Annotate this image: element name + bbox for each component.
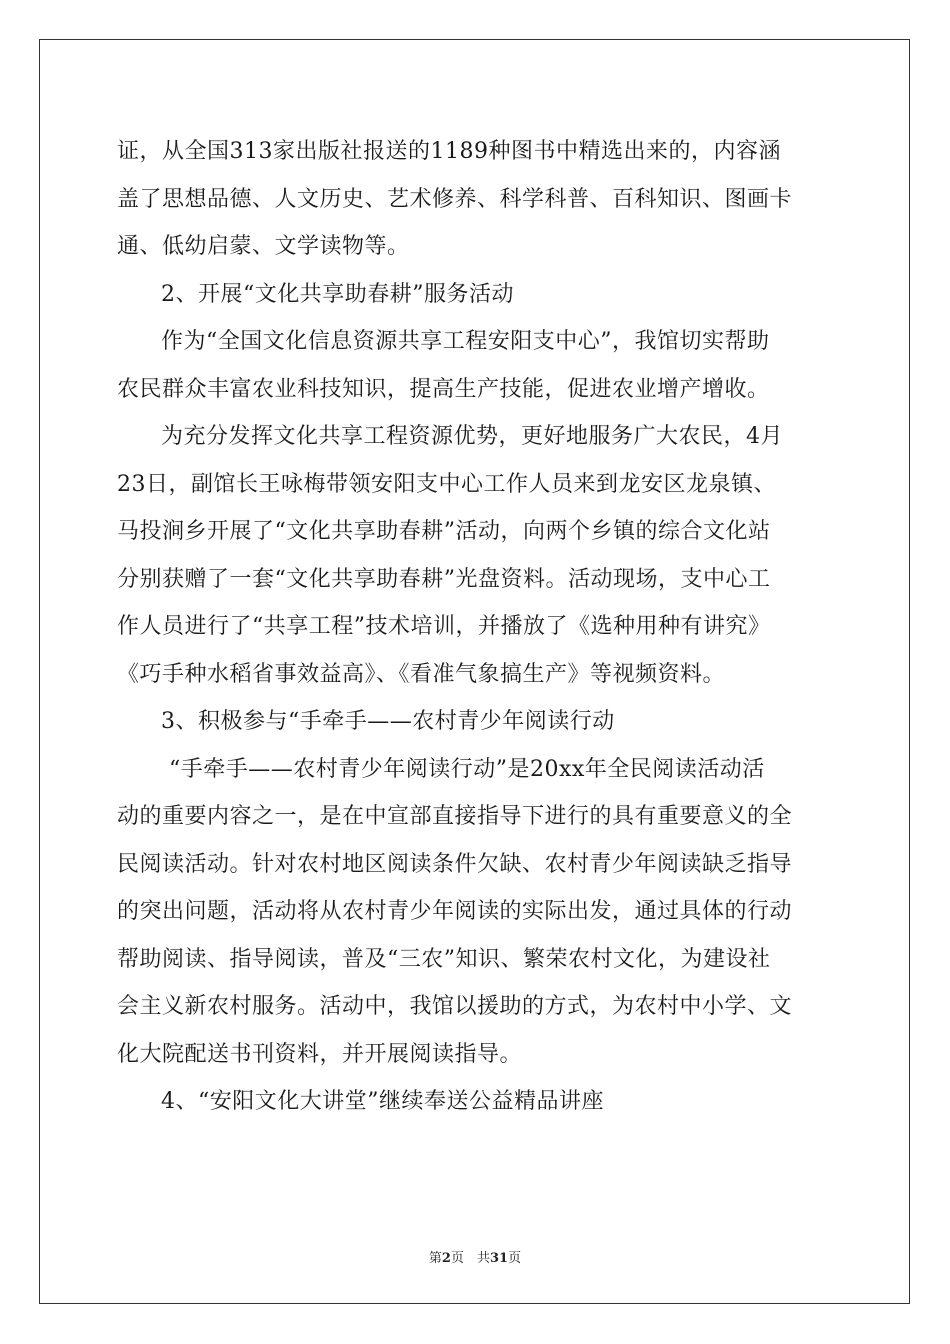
footer-middle: 页 共 (450, 1251, 490, 1266)
text-line: 马投涧乡开展了“文化共享助春耕”活动，向两个乡镇的综合文化站 (117, 519, 771, 544)
section-heading: 2、开展“文化共享助春耕”服务活动 (161, 281, 514, 307)
text-line: 会主义新农村服务。活动中，我馆以援助的方式，为农村中小学、文 (117, 994, 793, 1019)
total-page-count: 31 (489, 1251, 509, 1266)
paragraph-start: “手牵手——农村青少年阅读行动”是20xx年全民阅读活动活 (169, 756, 765, 782)
section-heading: 4、“安阳文化大讲堂”继续奉送公益精品讲座 (161, 1089, 604, 1114)
footer-prefix: 第 (428, 1251, 442, 1266)
paragraph-start: 作为“全国文化信息资源共享工程安阳支中心”，我馆切实帮助 (161, 329, 770, 354)
text-line: 《巧手种水稻省事效益高》、《看准气象搞生产》等视频资料。 (117, 661, 726, 687)
text-line: 农民群众丰富农业科技知识，提高生产技能，促进农业增产增收。 (117, 376, 770, 402)
text-line: 的突出问题，活动将从农村青少年阅读的实际出发，通过具体的行动 (117, 899, 793, 924)
paragraph-start: 为充分发挥文化共享工程资源优势，更好地服务广大农民，4月 (161, 424, 783, 449)
text-line: 分别获赠了一套“文化共享助春耕”光盘资料。活动现场，支中心工 (117, 566, 771, 592)
text-line: 动的重要内容之一，是在中宣部直接指导下进行的具有重要意义的全 (117, 804, 793, 829)
text-line: 证，从全国313家出版社报送的1189种图书中精选出来的，内容涵 (117, 139, 781, 164)
footer-suffix: 页 (508, 1251, 522, 1266)
text-line: 23日，副馆长王咏梅带领安阳支中心工作人员来到龙安区龙泉镇、 (117, 471, 776, 497)
text-line: 通、低幼启蒙、文学读物等。 (117, 234, 410, 259)
text-line: 化大院配送书刊资料，并开展阅读指导。 (117, 1041, 523, 1067)
text-line: 帮助阅读、指导阅读，普及“三农”知识、繁荣农村文化，为建设社 (117, 946, 771, 972)
text-line: 盖了思想品德、人文历史、艺术修养、科学科普、百科知识、图画卡 (117, 186, 793, 212)
text-line: 民阅读活动。针对农村地区阅读条件欠缺、农村青少年阅读缺乏指导 (117, 851, 793, 877)
current-page-number: 2 (441, 1251, 451, 1266)
document-body (117, 128, 837, 1126)
page-footer (0, 1247, 950, 1266)
section-heading: 3、积极参与“手牵手——农村青少年阅读行动 (161, 709, 615, 734)
text-line: 作人员进行了“共享工程”技术培训，并播放了《选种用种有讲究》 (117, 614, 771, 639)
